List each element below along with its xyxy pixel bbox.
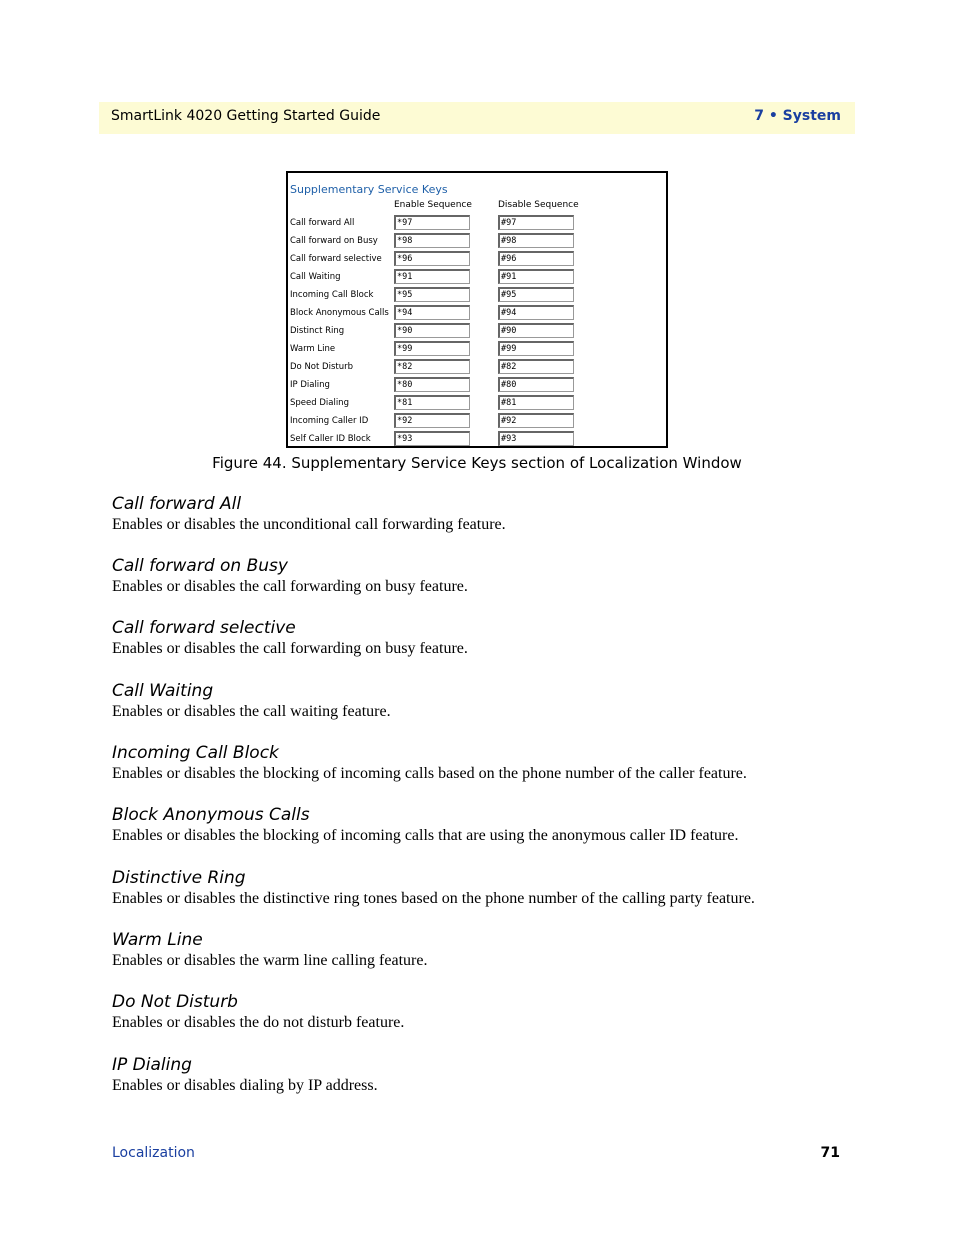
row-label: Self Caller ID Block — [290, 434, 371, 444]
disable-sequence-field[interactable]: #95 — [498, 287, 574, 302]
key-row — [288, 233, 666, 251]
disable-sequence-field[interactable]: #81 — [498, 395, 574, 410]
disable-sequence-field[interactable]: #90 — [498, 323, 574, 338]
disable-sequence-field[interactable]: #82 — [498, 359, 574, 374]
section-text: Enables or disables the do not disturb feature. — [112, 1014, 405, 1031]
row-label: Distinct Ring — [290, 326, 345, 336]
disable-sequence-field[interactable]: #80 — [498, 377, 574, 392]
key-row — [288, 215, 666, 233]
row-label: IP Dialing — [290, 380, 330, 390]
row-label: Incoming Caller ID — [290, 416, 369, 426]
key-row — [288, 251, 666, 269]
row-label: Call forward on Busy — [290, 236, 378, 246]
enable-sequence-field[interactable]: *99 — [394, 341, 470, 356]
enable-column-header: Enable Sequence — [394, 200, 472, 210]
disable-sequence-field[interactable]: #94 — [498, 305, 574, 320]
section-text: Enables or disables the call forwarding on busy feature. — [112, 640, 468, 657]
key-row — [288, 395, 666, 413]
enable-sequence-field[interactable]: *97 — [394, 215, 470, 230]
enable-sequence-field[interactable]: *82 — [394, 359, 470, 374]
section-heading: Block Anonymous Calls — [112, 805, 310, 825]
section-heading: Call forward All — [112, 494, 242, 514]
row-label: Block Anonymous Calls — [290, 308, 389, 318]
row-label: Speed Dialing — [290, 398, 349, 408]
section-heading: Call forward selective — [112, 618, 296, 638]
disable-sequence-field[interactable]: #97 — [498, 215, 574, 230]
key-row — [288, 377, 666, 395]
section-heading: Do Not Disturb — [112, 992, 238, 1012]
section-ip-dialing — [112, 1054, 378, 1096]
disable-sequence-field[interactable]: #93 — [498, 431, 574, 446]
section-text: Enables or disables the blocking of incoming calls that are using the anonymous caller ID feature. — [112, 827, 739, 844]
disable-sequence-field[interactable]: #92 — [498, 413, 574, 428]
disable-sequence-field[interactable]: #98 — [498, 233, 574, 248]
key-row — [288, 287, 666, 305]
section-warm-line — [112, 929, 427, 971]
section-heading: Call forward on Busy — [112, 556, 288, 576]
enable-sequence-field[interactable]: *80 — [394, 377, 470, 392]
header-title: SmartLink 4020 Getting Started Guide — [111, 108, 381, 124]
row-label: Call forward All — [290, 218, 355, 228]
key-row — [288, 305, 666, 323]
row-label: Do Not Disturb — [290, 362, 353, 372]
page-header — [99, 102, 855, 134]
key-row — [288, 323, 666, 341]
section-call-forward-all — [112, 493, 506, 535]
section-distinctive-ring — [112, 867, 755, 909]
header-chapter: 7 • System — [754, 108, 841, 124]
disable-sequence-field[interactable]: #91 — [498, 269, 574, 284]
supplementary-keys-figure — [286, 171, 668, 448]
disable-column-header: Disable Sequence — [498, 200, 579, 210]
section-call-forward-busy — [112, 555, 468, 597]
section-text: Enables or disables the call forwarding on busy feature. — [112, 578, 468, 595]
section-text: Enables or disables the call waiting feature. — [112, 703, 391, 720]
key-row — [288, 431, 666, 449]
enable-sequence-field[interactable]: *92 — [394, 413, 470, 428]
section-do-not-disturb — [112, 991, 404, 1033]
enable-sequence-field[interactable]: *95 — [394, 287, 470, 302]
page-number: 71 — [820, 1145, 840, 1161]
section-heading: Call Waiting — [112, 681, 214, 701]
section-call-waiting — [112, 680, 391, 722]
row-label: Warm Line — [290, 344, 336, 354]
enable-sequence-field[interactable]: *98 — [394, 233, 470, 248]
section-heading: IP Dialing — [112, 1055, 192, 1075]
section-text: Enables or disables the distinctive ring tones based on the phone number of the calling party feature. — [112, 890, 755, 907]
enable-sequence-field[interactable]: *90 — [394, 323, 470, 338]
figure-title: Supplementary Service Keys — [290, 183, 448, 196]
key-row — [288, 359, 666, 377]
row-label: Call Waiting — [290, 272, 341, 282]
row-label: Call forward selective — [290, 254, 382, 264]
key-row — [288, 269, 666, 287]
section-text: Enables or disables the blocking of incoming calls based on the phone number of the caller feature. — [112, 765, 747, 782]
section-call-forward-selective — [112, 617, 468, 659]
section-heading: Distinctive Ring — [112, 868, 246, 888]
section-block-anonymous-calls — [112, 804, 738, 846]
row-label: Incoming Call Block — [290, 290, 374, 300]
section-text: Enables or disables the unconditional call forwarding feature. — [112, 516, 506, 533]
enable-sequence-field[interactable]: *91 — [394, 269, 470, 284]
key-row — [288, 341, 666, 359]
section-heading: Warm Line — [112, 930, 203, 950]
enable-sequence-field[interactable]: *81 — [394, 395, 470, 410]
figure-caption: Figure 44. Supplementary Service Keys section of Localization Window — [212, 454, 742, 472]
section-text: Enables or disables the warm line calling feature. — [112, 952, 428, 969]
disable-sequence-field[interactable]: #96 — [498, 251, 574, 266]
enable-sequence-field[interactable]: *93 — [394, 431, 470, 446]
enable-sequence-field[interactable]: *94 — [394, 305, 470, 320]
enable-sequence-field[interactable]: *96 — [394, 251, 470, 266]
section-incoming-call-block — [112, 742, 747, 784]
disable-sequence-field[interactable]: #99 — [498, 341, 574, 356]
footer-section-name: Localization — [112, 1145, 195, 1161]
key-row — [288, 413, 666, 431]
section-text: Enables or disables dialing by IP address. — [112, 1077, 378, 1094]
section-heading: Incoming Call Block — [112, 743, 279, 763]
